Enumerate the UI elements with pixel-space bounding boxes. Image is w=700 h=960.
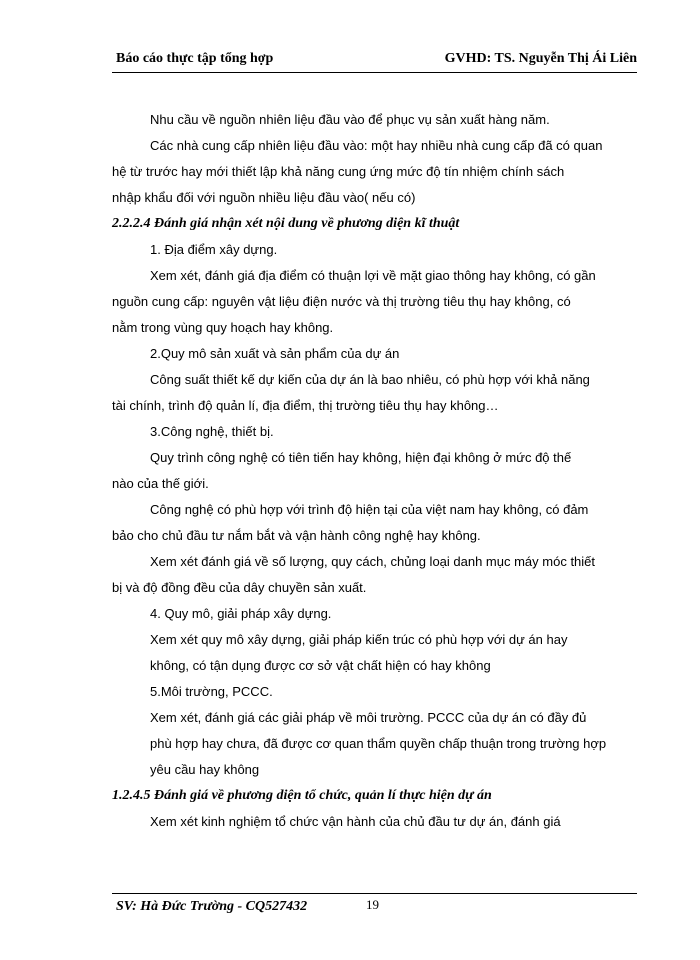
paragraph-line: 3.Công nghệ, thiết bị. — [150, 424, 274, 439]
paragraph-line: nhập khẩu đối với nguồn nhiều liệu đầu vào( nếu có) — [112, 190, 416, 205]
paragraph-line: Xem xét, đánh giá địa điểm có thuận lợi về mặt giao thông hay không, có gần — [150, 268, 596, 283]
paragraph-line: phù hợp hay chưa, đã được cơ quan thẩm quyền chấp thuận trong trường hợp — [150, 736, 607, 751]
paragraph-line: 4. Quy mô, giải pháp xây dựng. — [150, 606, 332, 621]
paragraph-line: Quy trình công nghệ có tiên tiến hay không, hiện đại không ở mức độ thế — [150, 450, 572, 465]
section-heading: 1.2.4.5 Đánh giá về phương diện tổ chức, quản lí thực hiện dự án — [112, 788, 492, 803]
paragraph-line: Xem xét đánh giá về số lượng, quy cách, chủng loại danh mục máy móc thiết — [150, 554, 596, 569]
paragraph-line: 1. Địa điểm xây dựng. — [150, 242, 278, 257]
paragraph-line: Các nhà cung cấp nhiên liệu đầu vào: một hay nhiều nhà cung cấp đã có quan — [150, 138, 603, 153]
paragraph-line: 2.Quy mô sản xuất và sản phẩm của dự án — [150, 346, 400, 361]
paragraph-line: yêu cầu hay không — [150, 762, 260, 777]
paragraph-line: 5.Môi trường, PCCC. — [150, 684, 273, 699]
paragraph-line: nào của thế giới. — [112, 476, 209, 491]
supervisor-name: GVHD: TS. Nguyễn Thị Ái Liên — [444, 51, 637, 66]
paragraph-line: Công suất thiết kế dự kiến của dự án là bao nhiêu, có phù hợp với khả năng — [150, 372, 590, 387]
paragraph-line: Công nghệ có phù hợp với trình độ hiện tại của việt nam hay không, có đảm — [150, 502, 589, 517]
report-title: Báo cáo thực tập tổng hợp — [116, 51, 274, 66]
paragraph-line: Nhu cầu về nguồn nhiên liệu đầu vào để phục vụ sản xuất hàng năm. — [150, 112, 550, 127]
paragraph-line: không, có tận dụng được cơ sở vật chất hiện có hay không — [150, 658, 491, 673]
page-number: 19 — [366, 897, 379, 912]
paragraph-line: bảo cho chủ đầu tư nắm bắt và vận hành công nghệ hay không. — [112, 528, 481, 543]
paragraph-line: nằm trong vùng quy hoạch hay không. — [112, 320, 334, 335]
section-heading: 2.2.2.4 Đánh giá nhận xét nội dung về phương diện kĩ thuật — [112, 216, 460, 231]
paragraph-line: hệ từ trước hay mới thiết lập khả năng cung ứng mức độ tín nhiệm chính sách — [112, 164, 565, 179]
paragraph-line: Xem xét, đánh giá các giải pháp về môi trường. PCCC của dự án có đầy đủ — [150, 710, 587, 725]
paragraph-line: Xem xét quy mô xây dựng, giải pháp kiến trúc có phù hợp với dự án hay — [150, 632, 568, 647]
paragraph-line: tài chính, trình độ quản lí, địa điểm, thị trường tiêu thụ hay không… — [112, 398, 499, 413]
page-footer — [112, 893, 637, 924]
page-header — [112, 50, 637, 73]
student-name: SV: Hà Đức Trường - CQ527432 — [116, 899, 308, 914]
paragraph-line: bị và độ đồng đều của dây chuyền sản xuất. — [112, 580, 367, 595]
paragraph-line: nguồn cung cấp: nguyên vật liệu điện nước và thị trường tiêu thụ hay không, có — [112, 294, 571, 309]
paragraph-line: Xem xét kinh nghiệm tổ chức vận hành của chủ đầu tư dự án, đánh giá — [150, 814, 561, 829]
